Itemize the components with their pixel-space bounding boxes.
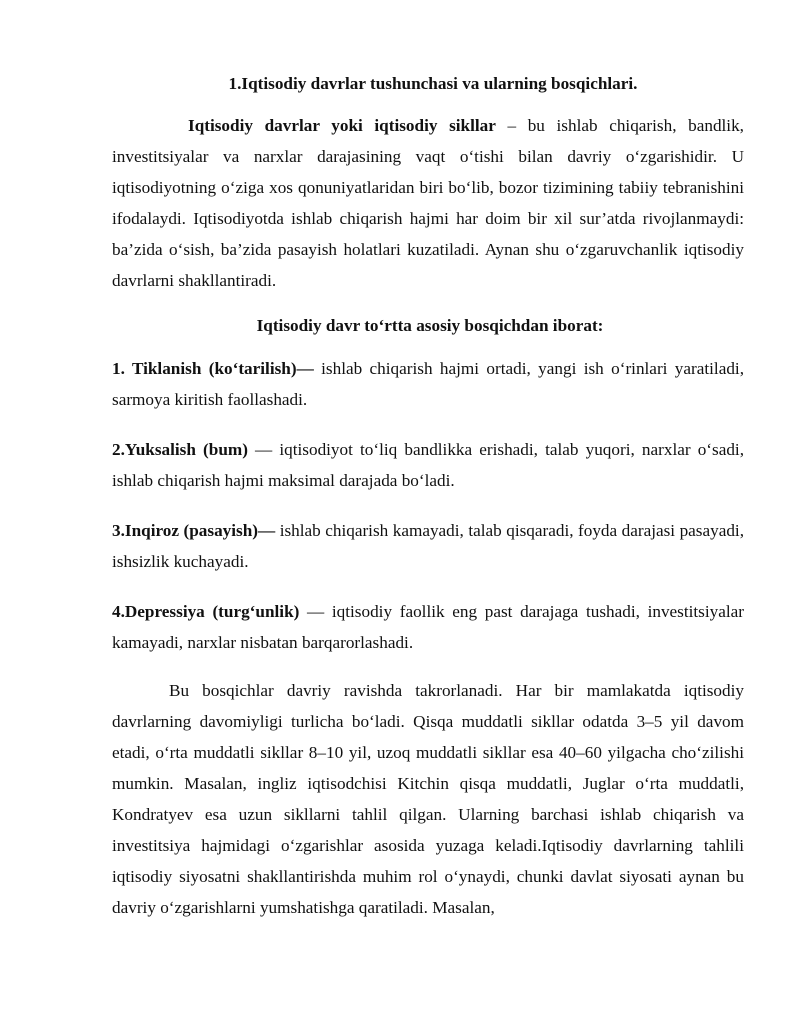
document-page	[112, 66, 744, 923]
stage-text: ishlab chiqarish hajmi ortadi, yangi ish o‘rinlari yaratiladi, sarmoya kiritish faollashadi.	[112, 359, 744, 409]
stage-label: 4.Depressiya (turg‘unlik)	[112, 602, 300, 621]
stage-label: 3.Inqiroz (pasayish)—	[112, 521, 276, 540]
stage-label: 1. Tiklanish (ko‘tarilish)—	[112, 359, 314, 378]
intro-term: Iqtisodiy davrlar yoki iqtisodiy sikllar	[188, 116, 496, 135]
intro-text: – bu ishlab chiqarish, bandlik, investitsiyalar va narxlar darajasining vaqt o‘tishi bilan davriy o‘zgarishidir. U iqtisodiyotning o‘ziga xos qonuniyatlaridan biri bo‘lib, bozor tizimining tabiiy tebranishini ifodalaydi. Iqtisodiyotda ishlab chiqarish hajmi har doim bir xil sur’atda rivojlanmaydi: ba’zida o‘sish, ba’zida pasayish holatlari kuzatiladi. Aynan shu o‘zgaruvchanlik iqtisodiy davrlarni shakllantiradi.	[112, 116, 744, 290]
stage-text: ishlab chiqarish kamayadi, talab qisqaradi, foyda darajasi pasayadi, ishsizlik kuchayadi.	[112, 521, 745, 571]
stage-label: 2.Yuksalish (bum)	[112, 440, 248, 459]
closing-paragraph: Bu bosqichlar davriy ravishda takrorlanadi. Har bir mamlakatda iqtisodiy davrlarning davomiyligi turlicha bo‘ladi. Qisqa muddatli sikllar odatda 3–5 yil davom etadi, o‘rta muddatli sikllar 8–10 yil, uzoq muddatli sikllar esa 40–60 yilgacha cho‘zilishi mumkin. Masalan, ingliz iqtisodchisi Kitchin qisqa muddatli, Juglar o‘rta muddatli, Kondratyev esa uzun sikllarni tahlil qilgan. Ularning barchasi ishlab chiqarish va investitsiya hajmidagi o‘zgarishlar asosida yuzaga keladi.Iqtisodiy davrlarning tahlili iqtisodiy siyosatni shakllantirishda muhim rol o‘ynaydi, chunki davlat siyosati aynan bu davriy o‘zgarishlarni yumshatishga qaratiladi. Masalan,	[112, 681, 744, 917]
stage-item-2	[112, 434, 744, 496]
document-title: 1.Iqtisodiy davrlar tushunchasi va ularning bosqichlari.	[228, 74, 638, 93]
stages-subheading: Iqtisodiy davr to‘rtta asosiy bosqichdan iborat:	[256, 316, 604, 335]
stage-item-3	[112, 515, 744, 577]
stage-text: — iqtisodiy faollik eng past darajaga tushadi, investitsiyalar kamayadi, narxlar nisbatan barqarorlashadi.	[112, 602, 744, 652]
stage-text: — iqtisodiyot to‘liq bandlikka erishadi, talab yuqori, narxlar o‘sadi, ishlab chiqarish hajmi maksimal darajada bo‘ladi.	[112, 440, 744, 490]
stage-item-1	[112, 353, 744, 415]
stage-item-4	[112, 596, 744, 658]
intro-paragraph	[112, 110, 744, 296]
